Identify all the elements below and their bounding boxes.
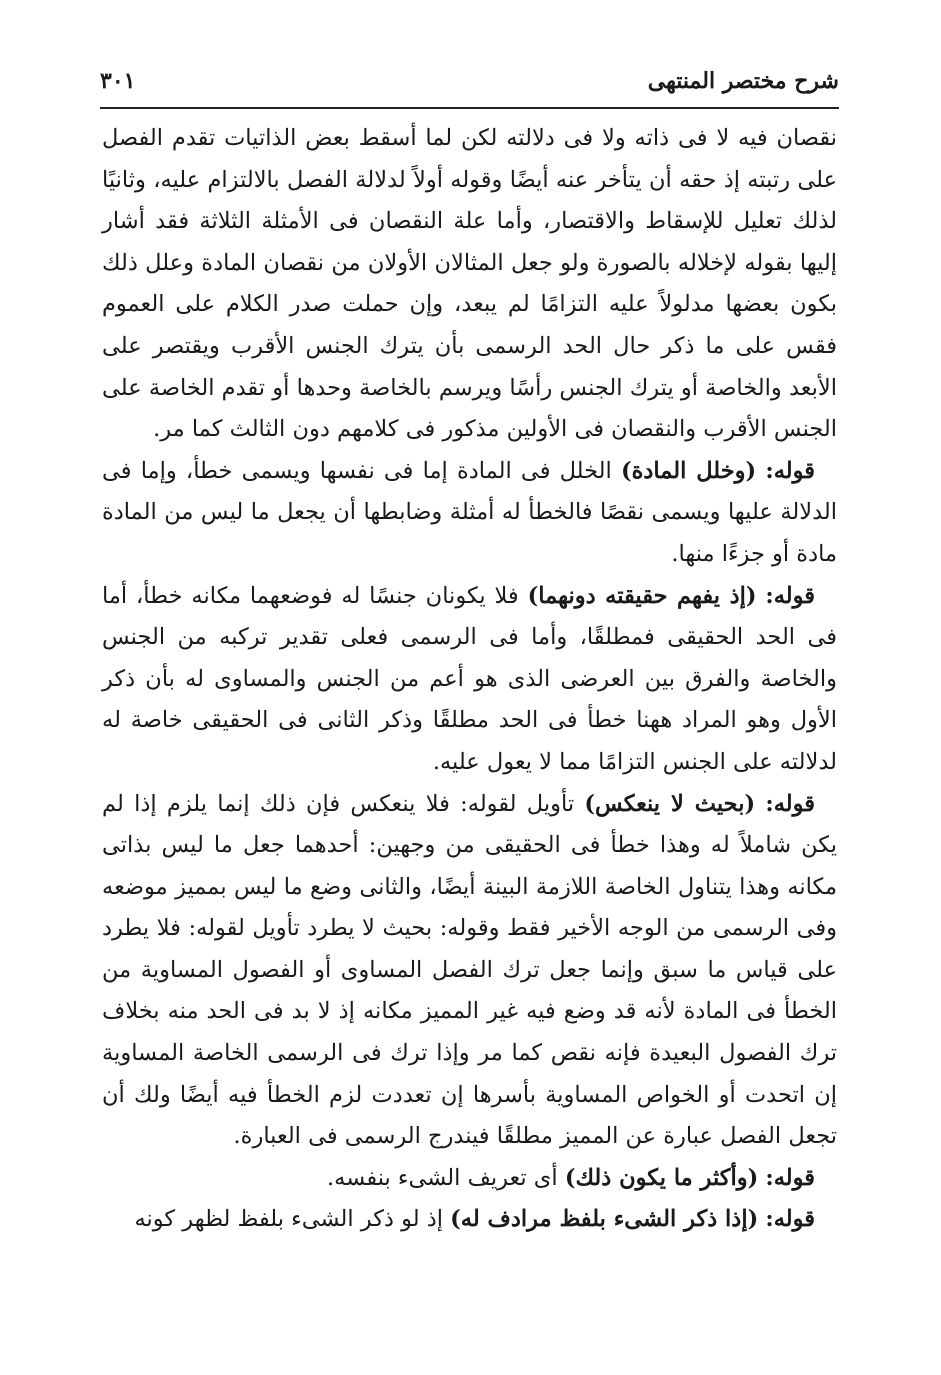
paragraph bbox=[102, 118, 837, 451]
paragraph-text: نقصان فيه لا فى ذاته ولا فى دلالته لكن لما أسقط بعض الذاتيات تقدم الفصل على رتبته إذ حقه أن يتأخر عنه أيضًا وقوله أولاً لدلالة الفصل بالالتزام عليه، وثانيًا لذلك تعليل للإسقاط والاقتصار، وأما علة النقصان فى الأمثلة الثلاثة فقد أشار إليها بقوله لإخلاله بالصورة ولو جعل المثالان الأولان من نقصان المادة وعلل ذلك بكون بعضها مدلولاً عليه التزامًا لم يبعد، وإن حملت صدر الكلام على العموم فقس على ما ذكر حال الحد الرسمى بأن يترك الجنس الأقرب ويقتصر على الأبعد والخاصة أو يترك الجنس رأسًا ويرسم بالخاصة وحدها أو تقدم الخاصة على الجنس الأقرب والنقصان فى الأولين مذكور فى كلامهم دون الثالث كما مر. bbox=[102, 125, 837, 443]
paragraph-text: فلا يكونان جنسًا له فوضعهما مكانه خطأ، أما فى الحد الحقيقى فمطلقًا، وأما فى الرسمى فعلى تقدير تركبه من الجنس والخاصة والفرق بين العرضى الذى هو أعم من الجنس والمساوى له بأن ذكر الأول وهو المراد ههنا خطأ فى الحد مطلقًا وذكر الثانى فى الحقيقى خاصة له لدلالته على الجنس التزامًا مما لا يعول عليه. bbox=[102, 582, 837, 775]
paragraph-text: إذ لو ذكر الشىء بلفظ لظهر كونه bbox=[134, 1206, 443, 1233]
paragraph bbox=[102, 576, 837, 784]
header-rule bbox=[100, 107, 839, 109]
page-header bbox=[100, 64, 839, 98]
paragraph-text: أى تعريف الشىء بنفسه. bbox=[327, 1164, 558, 1191]
paragraph-lead: قوله: bbox=[765, 457, 815, 484]
paragraph-lead: قوله: bbox=[765, 1164, 815, 1191]
paragraph bbox=[102, 784, 837, 1158]
quoted-phrase: (إذ يفهم حقيقته دونهما) bbox=[527, 582, 757, 609]
quoted-phrase: (بحيث لا ينعكس) bbox=[584, 790, 756, 817]
quoted-phrase: (وخلل المادة) bbox=[620, 457, 757, 484]
paragraph bbox=[102, 1158, 837, 1200]
page-number: ٣٠١ bbox=[100, 68, 136, 94]
paragraph bbox=[102, 451, 837, 576]
paragraph bbox=[102, 1199, 837, 1241]
quoted-phrase: (إذا ذكر الشىء بلفظ مرادف له) bbox=[450, 1206, 759, 1233]
quoted-phrase: (وأكثر ما يكون ذلك) bbox=[564, 1164, 759, 1191]
running-title: شرح مختصر المنتهى bbox=[647, 68, 839, 94]
paragraph-lead: قوله: bbox=[765, 582, 816, 609]
body-text bbox=[102, 118, 837, 1241]
paragraph-lead: قوله: bbox=[765, 790, 815, 817]
paragraph-lead: قوله: bbox=[765, 1206, 815, 1233]
paragraph-text: الخلل فى المادة إما فى نفسها ويسمى خطأ، وإما فى الدلالة عليها ويسمى نقصًا فالخطأ له أمثلة وضابطها أن يجعل ما ليس من المادة مادة أو جزءًا منها. bbox=[102, 457, 837, 567]
paragraph-text: تأويل لقوله: فلا ينعكس فإن ذلك إنما يلزم إذا لم يكن شاملاً له وهذا خطأ فى الحقيقى من وجهين: أحدهما جعل ما ليس بذاتى مكانه وهذا يتناول الخاصة اللازمة البينة أيضًا، والثانى وضع ما ليس بمميز موضعه وفى الرسمى من الوجه الأخير فقط وقوله: بحيث لا يطرد تأويل لقوله: فلا يطرد على قياس ما سبق وإنما جعل ترك الفصل المساوى أو الفصول المساوية من الخطأ فى المادة لأنه قد وضع فيه غير المميز مكانه إذ لا بد فى الحد منه بخلاف ترك الفصول البعيدة فإنه نقص كما مر وإذا ترك فى الرسمى الخاصة المساوية إن اتحدت أو الخواص المساوية بأسرها إن تعددت لزم الخطأ فيه أيضًا ولك أن تجعل الفصل عبارة عن المميز مطلقًا فيندرج الرسمى فى العبارة. bbox=[102, 790, 837, 1150]
